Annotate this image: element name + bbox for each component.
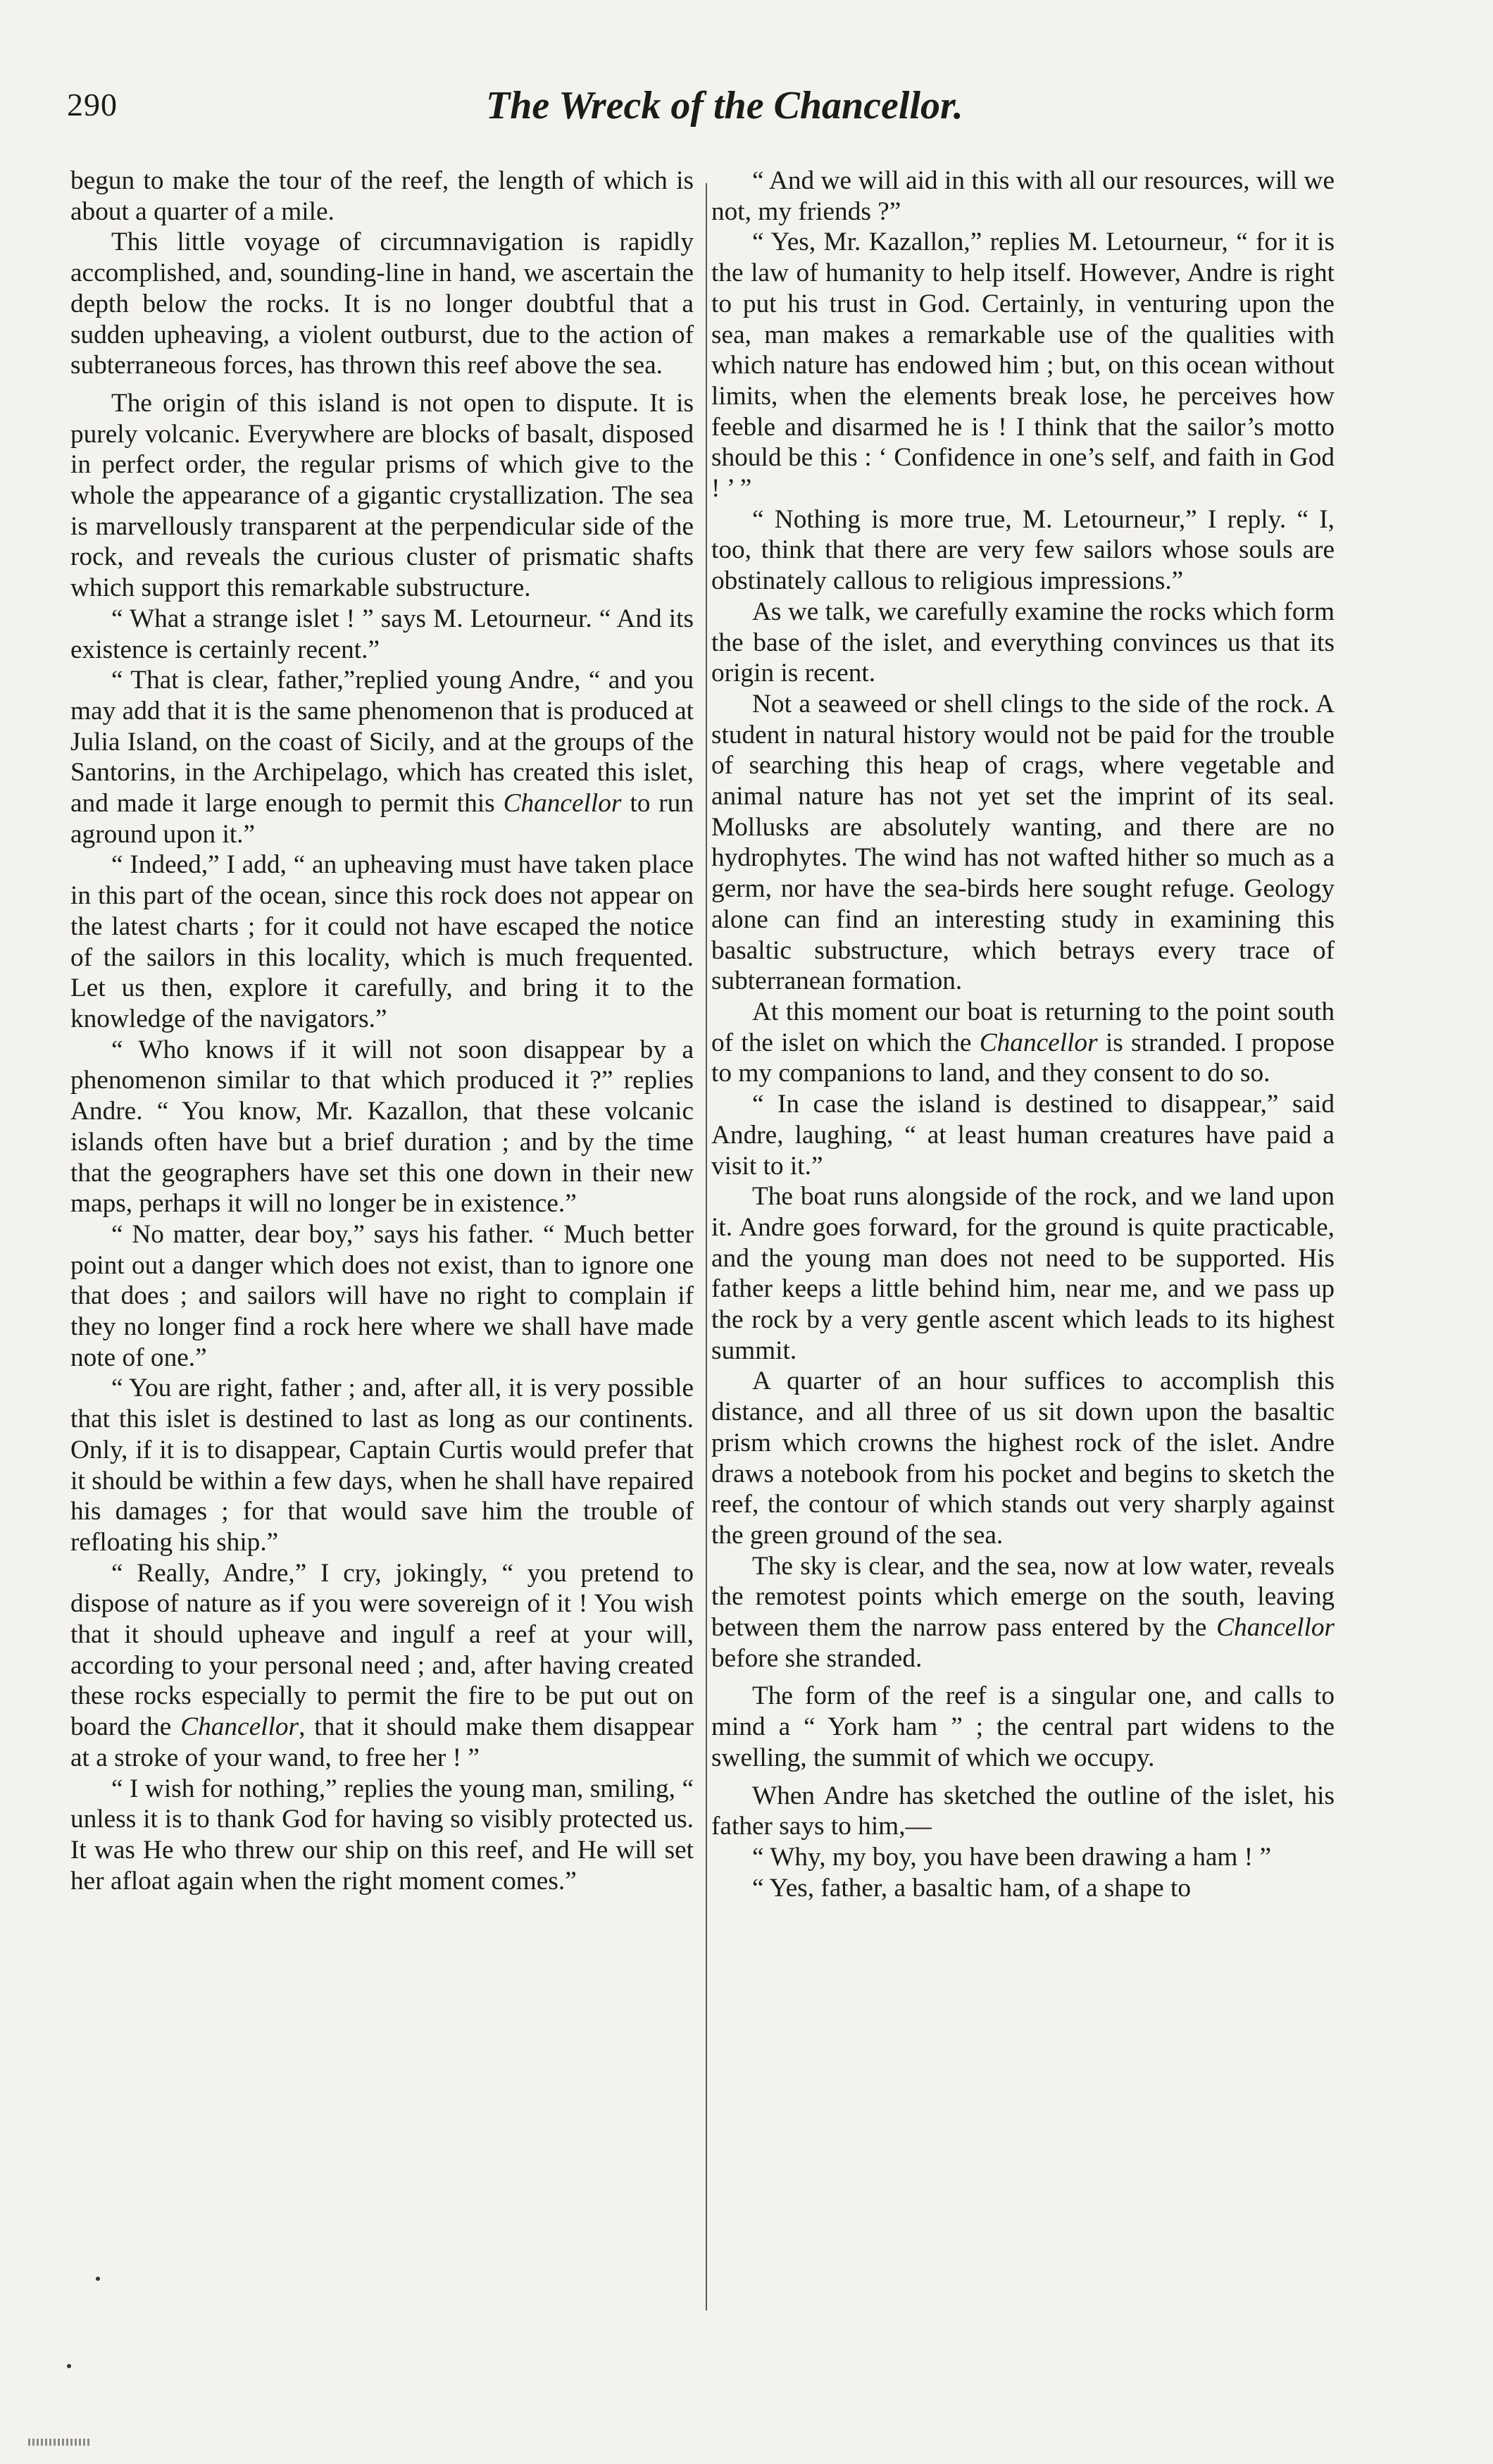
paragraph: “ In case the island is destined to disappear,” said Andre, laughing, “ at least human creatures have paid a visit to it.” bbox=[711, 1090, 1335, 1181]
page-number: 290 bbox=[67, 87, 118, 123]
paragraph-text: , that it should make them disappear at a stroke of your wand, to free her ! ” bbox=[70, 1712, 694, 1772]
paragraph bbox=[70, 1558, 694, 1774]
paragraph: “ What a strange islet ! ” says M. Letourneur. “ And its existence is certainly recent.” bbox=[70, 604, 694, 664]
paragraph bbox=[711, 1551, 1335, 1674]
paragraph: A quarter of an hour suffices to accomplish this distance, and all three of us sit down upon the basaltic prism which crowns the highest rock of the islet. Andre draws a notebook from his pocket and begins to sketch the reef, the contour of which stands out very sharply against the green ground of the sea. bbox=[711, 1367, 1335, 1550]
ship-name: Chancellor bbox=[979, 1028, 1098, 1057]
ship-name: Chancellor bbox=[1216, 1613, 1335, 1643]
paragraph: This little voyage of circumnavigation is rapidly accomplished, and, sounding-line in hand, we ascertain the depth below the rocks. It is no longer doubtful that a sudden upheaving, a violent outburst, due to the action of subterraneous forces, has thrown this reef above the sea. bbox=[70, 228, 694, 380]
scan-smudge bbox=[28, 2439, 92, 2446]
paragraph: “ Nothing is more true, M. Letourneur,” I reply. “ I, too, think that there are very few sailors whose souls are obstinately callous to religious impressions.” bbox=[711, 504, 1335, 596]
paragraph: “ Indeed,” I add, “ an upheaving must have taken place in this part of the ocean, since this rock does not appear on the latest charts ; for it could not have escaped the notice of the sailors in this locality, which is much frequented. Let us then, explore it carefully, and bring it to the knowledge of the navigators.” bbox=[70, 850, 694, 1033]
paragraph: “ You are right, father ; and, after all, it is very possible that this islet is destined to last as long as our continents. Only, if it is to disappear, Captain Curtis would prefer that it should be within a few days, when he shall have repaired his damages ; for that would save him the trouble of refloating his ship.” bbox=[70, 1374, 694, 1557]
paragraph-text: before she stranded. bbox=[711, 1643, 923, 1673]
paragraph: begun to make the tour of the reef, the length of which is about a quarter of a mile. bbox=[70, 166, 694, 226]
paragraph: “ Yes, Mr. Kazallon,” replies M. Letourneur, “ for it is the law of humanity to help itself. However, Andre is right to put his trust in God. Certainly, in venturing upon the sea, man makes a remarkable use of the qualities with which nature has endowed him ; but, on this ocean without limits, when the elements break lose, he perceives how feeble and disarmed he is ! I think that the sailor’s motto should be this : ‘ Confidence in one’s self, and faith in God ! ’ ” bbox=[711, 228, 1335, 504]
column-divider bbox=[706, 183, 707, 2310]
ship-name: Chancellor bbox=[503, 789, 622, 819]
left-column bbox=[70, 166, 694, 1896]
print-speck bbox=[96, 2277, 100, 2281]
print-speck bbox=[67, 2364, 71, 2368]
paragraph bbox=[70, 665, 694, 850]
paragraph bbox=[711, 997, 1335, 1089]
ship-name: Chancellor bbox=[180, 1712, 299, 1742]
paragraph: The form of the reef is a singular one, and calls to mind a “ York ham ” ; the central part widens to the swelling, the summit of which we occupy. bbox=[711, 1681, 1335, 1772]
paragraph: Not a seaweed or shell clings to the side of the rock. A student in natural history would not be paid for the trouble of searching this heap of crags, where vegetable and animal nature has not yet set the imprint of its seal. Mollusks are absolutely wanting, and there are no hydrophytes. The wind has not wafted hither so much as a germ, nor have the sea-birds here sought refuge. Geology alone can find an interesting study in examining this basaltic substructure, which betrays every trace of subterranean formation. bbox=[711, 689, 1335, 996]
paragraph: When Andre has sketched the outline of the islet, his father says to him,— bbox=[711, 1781, 1335, 1841]
paragraph: “ Yes, father, a basaltic ham, of a shape to bbox=[752, 1873, 1192, 1903]
page-header bbox=[0, 70, 1493, 141]
paragraph: “ I wish for nothing,” replies the young man, smiling, “ unless it is to thank God for having so visibly protected us. It was He who threw our ship on this reef, and He will set her afloat again when the right moment comes.” bbox=[70, 1774, 694, 1896]
running-title: The Wreck of the Chancellor. bbox=[486, 84, 963, 127]
paragraph-text: is stranded. I propose to my companions to land, and they consent to do so. bbox=[711, 1028, 1335, 1088]
paragraph-text: At this moment our boat is returning to the point south of the islet on which the bbox=[711, 997, 1335, 1057]
paragraph: “ Who knows if it will not soon disappear by a phenomenon similar to that which produced it ?” replies Andre. “ You know, Mr. Kazallon, that these volcanic islands often have but a brief duration ; and by the time that the geographers have set this one down in their new maps, perhaps it will no longer be in existence.” bbox=[70, 1035, 694, 1219]
paragraph: The origin of this island is not open to dispute. It is purely volcanic. Everywhere are blocks of basalt, disposed in perfect order, the regular prisms of which give to the whole the appearance of a gigantic crystallization. The sea is marvellously transparent at the perpendicular side of the rock, and reveals the curious cluster of prismatic shafts which support this remarkable substructure. bbox=[70, 388, 694, 603]
paragraph-text: “ That is clear, father,”replied young Andre, “ and you may add that it is the same phenomenon that is produced at Julia Island, on the coast of Sicily, and at the groups of the Santorins, in the Archipelago, which has created this islet, and made it large enough to permit this bbox=[70, 666, 694, 819]
paragraph-text: “ Really, Andre,” I cry, jokingly, “ you pretend to dispose of nature as if you were sovereign of it ! You wish that it should upheave and ingulf a reef at your will, according to your personal need ; and, after having created these rocks especially to permit the fire to be put out on board the bbox=[70, 1558, 694, 1742]
right-column bbox=[711, 166, 1335, 1903]
paragraph-text: The sky is clear, and the sea, now at low water, reveals the remotest points which emerge on the south, leaving between them the narrow pass entered by the bbox=[711, 1551, 1335, 1643]
paragraph: As we talk, we carefully examine the rocks which form the base of the islet, and everything convinces us that its origin is recent. bbox=[711, 597, 1335, 688]
paragraph-text: to run aground upon it.” bbox=[70, 789, 694, 849]
paragraph: “ Why, my boy, you have been drawing a ham ! ” bbox=[752, 1842, 1272, 1872]
paragraph: “ No matter, dear boy,” says his father. “ Much better point out a danger which does not exist, than to ignore one that does ; and sailors will have no right to complain if they no longer find a rock here where we shall have made note of one.” bbox=[70, 1219, 694, 1372]
paragraph: The boat runs alongside of the rock, and we land upon it. Andre goes forward, for the ground is quite practicable, and the young man does not need to be supported. His father keeps a little behind him, near me, and we pass up the rock by a very gentle ascent which leads to its highest summit. bbox=[711, 1182, 1335, 1365]
paragraph: “ And we will aid in this with all our resources, will we not, my friends ?” bbox=[711, 166, 1335, 226]
